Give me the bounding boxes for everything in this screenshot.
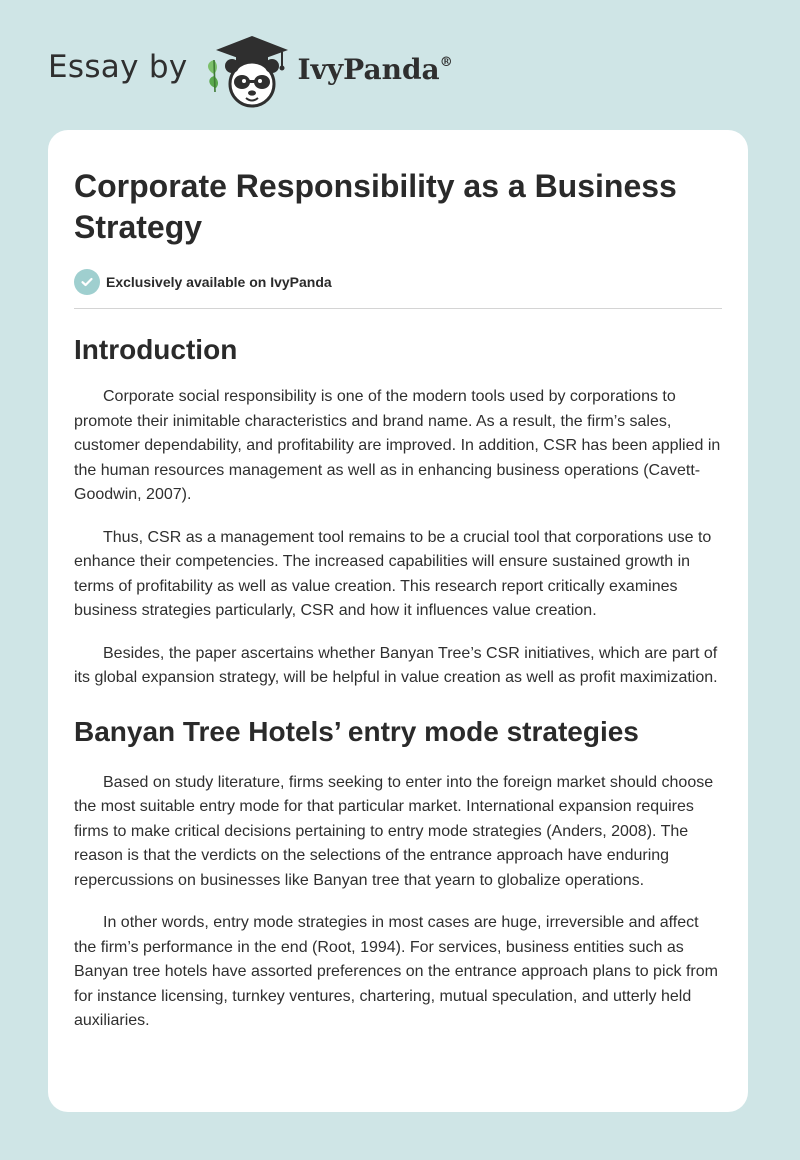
brand-name[interactable] bbox=[298, 53, 453, 86]
paragraph: Corporate social responsibility is one of the modern tools used by corporations to promote their inimitable characteristics and brand name. As a result, the firm’s sales, customer dependability, and profitability are improved. In addition, CSR has been applied in the human resources management as well as in enhancing business operations (Cavett-Goodwin, 2007). bbox=[74, 388, 721, 503]
brand-text: IvyPanda bbox=[297, 52, 440, 86]
essay-by-text: Essay by bbox=[48, 49, 188, 85]
registered-mark: ® bbox=[439, 54, 453, 70]
panda-face-icon bbox=[225, 59, 279, 106]
paragraph: Based on study literature, firms seeking to enter into the foreign market should choose the most suitable entry mode for that particular market. International expansion requires firms to make critical decisions pertaining to entry mode strategies (Anders, 2008). The reason is that the verdicts on the selections of the entrance approach have enduring repercussions on businesses like Banyan tree that yearn to globalize operations. bbox=[74, 773, 714, 889]
divider bbox=[74, 308, 722, 309]
paragraph: Besides, the paper ascertains whether Banyan Tree’s CSR initiatives, which are part of its global expansion strategy, will be helpful in value creation as well as profit maximization. bbox=[74, 644, 718, 686]
essay-card bbox=[48, 130, 748, 1112]
section-heading: Introduction bbox=[74, 334, 238, 365]
exclusive-badge bbox=[74, 268, 722, 296]
section-heading: Banyan Tree Hotels’ entry mode strategies bbox=[74, 715, 639, 747]
essay-title: Corporate Responsibility as a Business Strategy bbox=[74, 168, 677, 245]
paragraph: In other words, entry mode strategies in most cases are huge, irreversible and affect the firm’s performance in the end (Root, 1994). For services, business entities such as Banyan tree hotels have assorted preferences on the entrance approach plans to pick from for instance licensing, turnkey ventures, chartering, mutual speculation, and utterly held auxiliaries. bbox=[74, 914, 718, 1029]
ivy-leaf-icon bbox=[208, 60, 218, 92]
exclusive-text: Exclusively available on IvyPanda bbox=[106, 274, 332, 290]
site-header bbox=[48, 30, 453, 110]
ivypanda-panda-logo-icon[interactable] bbox=[202, 30, 294, 110]
paragraph: Thus, CSR as a management tool remains to be a crucial tool that corporations use to enhance their competencies. The increased capabilities will ensure sustained growth in terms of profitability as well as value creation. This research report critically examines business strategies particularly, CSR and how it influences value creation. bbox=[74, 528, 712, 619]
check-circle-icon bbox=[74, 269, 100, 295]
